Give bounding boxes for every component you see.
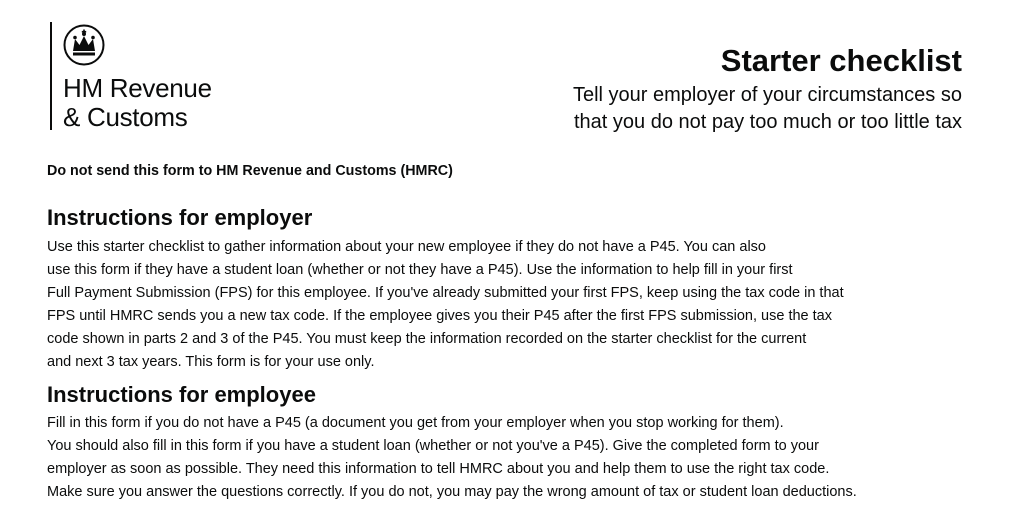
subtitle-line-1: Tell your employer of your circumstances so [572,84,962,106]
employer-line-3: Full Payment Submission (FPS) for this employee. If you've already submitted your first FPS, keep using the tax code in that [47,285,844,301]
employer-line-4: FPS until HMRC sends you a new tax code. If the employee gives you their P45 after the first FPS submission, use the tax [47,308,832,324]
page-subtitle [573,82,962,136]
logo-line-1: HM Revenue [63,73,212,103]
logo-divider [50,22,52,130]
employer-instructions-text [47,236,844,374]
title-block [573,42,962,136]
employee-line-3: employer as soon as possible. They need this information to tell HMRC about you and help them to use the right tax code. [47,461,830,477]
employer-line-2: use this form if they have a student loan (whether or not they have a P45). Use the information to help fill in your first [47,262,793,278]
employee-instructions-text [47,412,857,504]
employer-line-6: and next 3 tax years. This form is for your use only. [47,354,375,370]
employee-line-1: Fill in this form if you do not have a P45 (a document you get from your employer when you stop working for them). [47,415,784,431]
employer-line-1: Use this starter checklist to gather information about your new employee if they do not have a P45. You can also [47,239,766,255]
subtitle-line-2: that you do not pay too much or too little tax [573,111,962,133]
employer-instructions-heading: Instructions for employer [47,205,313,230]
employee-instructions-heading: Instructions for employee [47,382,316,407]
employee-line-2: You should also fill in this form if you have a student loan (whether or not you've a P45). Give the completed form to your [47,438,819,454]
logo-line-2: & Customs [63,102,188,132]
do-not-send-notice: Do not send this form to HM Revenue and Customs (HMRC) [47,163,453,179]
page-title: Starter checklist [720,43,962,78]
hmrc-logo [63,74,212,132]
employer-line-5: code shown in parts 2 and 3 of the P45. You must keep the information recorded on the starter checklist for the current [47,331,807,347]
employee-line-4: Make sure you answer the questions correctly. If you do not, you may pay the wrong amount of tax or student loan deductions. [47,484,857,500]
royal-crown-crest-icon [63,24,105,66]
